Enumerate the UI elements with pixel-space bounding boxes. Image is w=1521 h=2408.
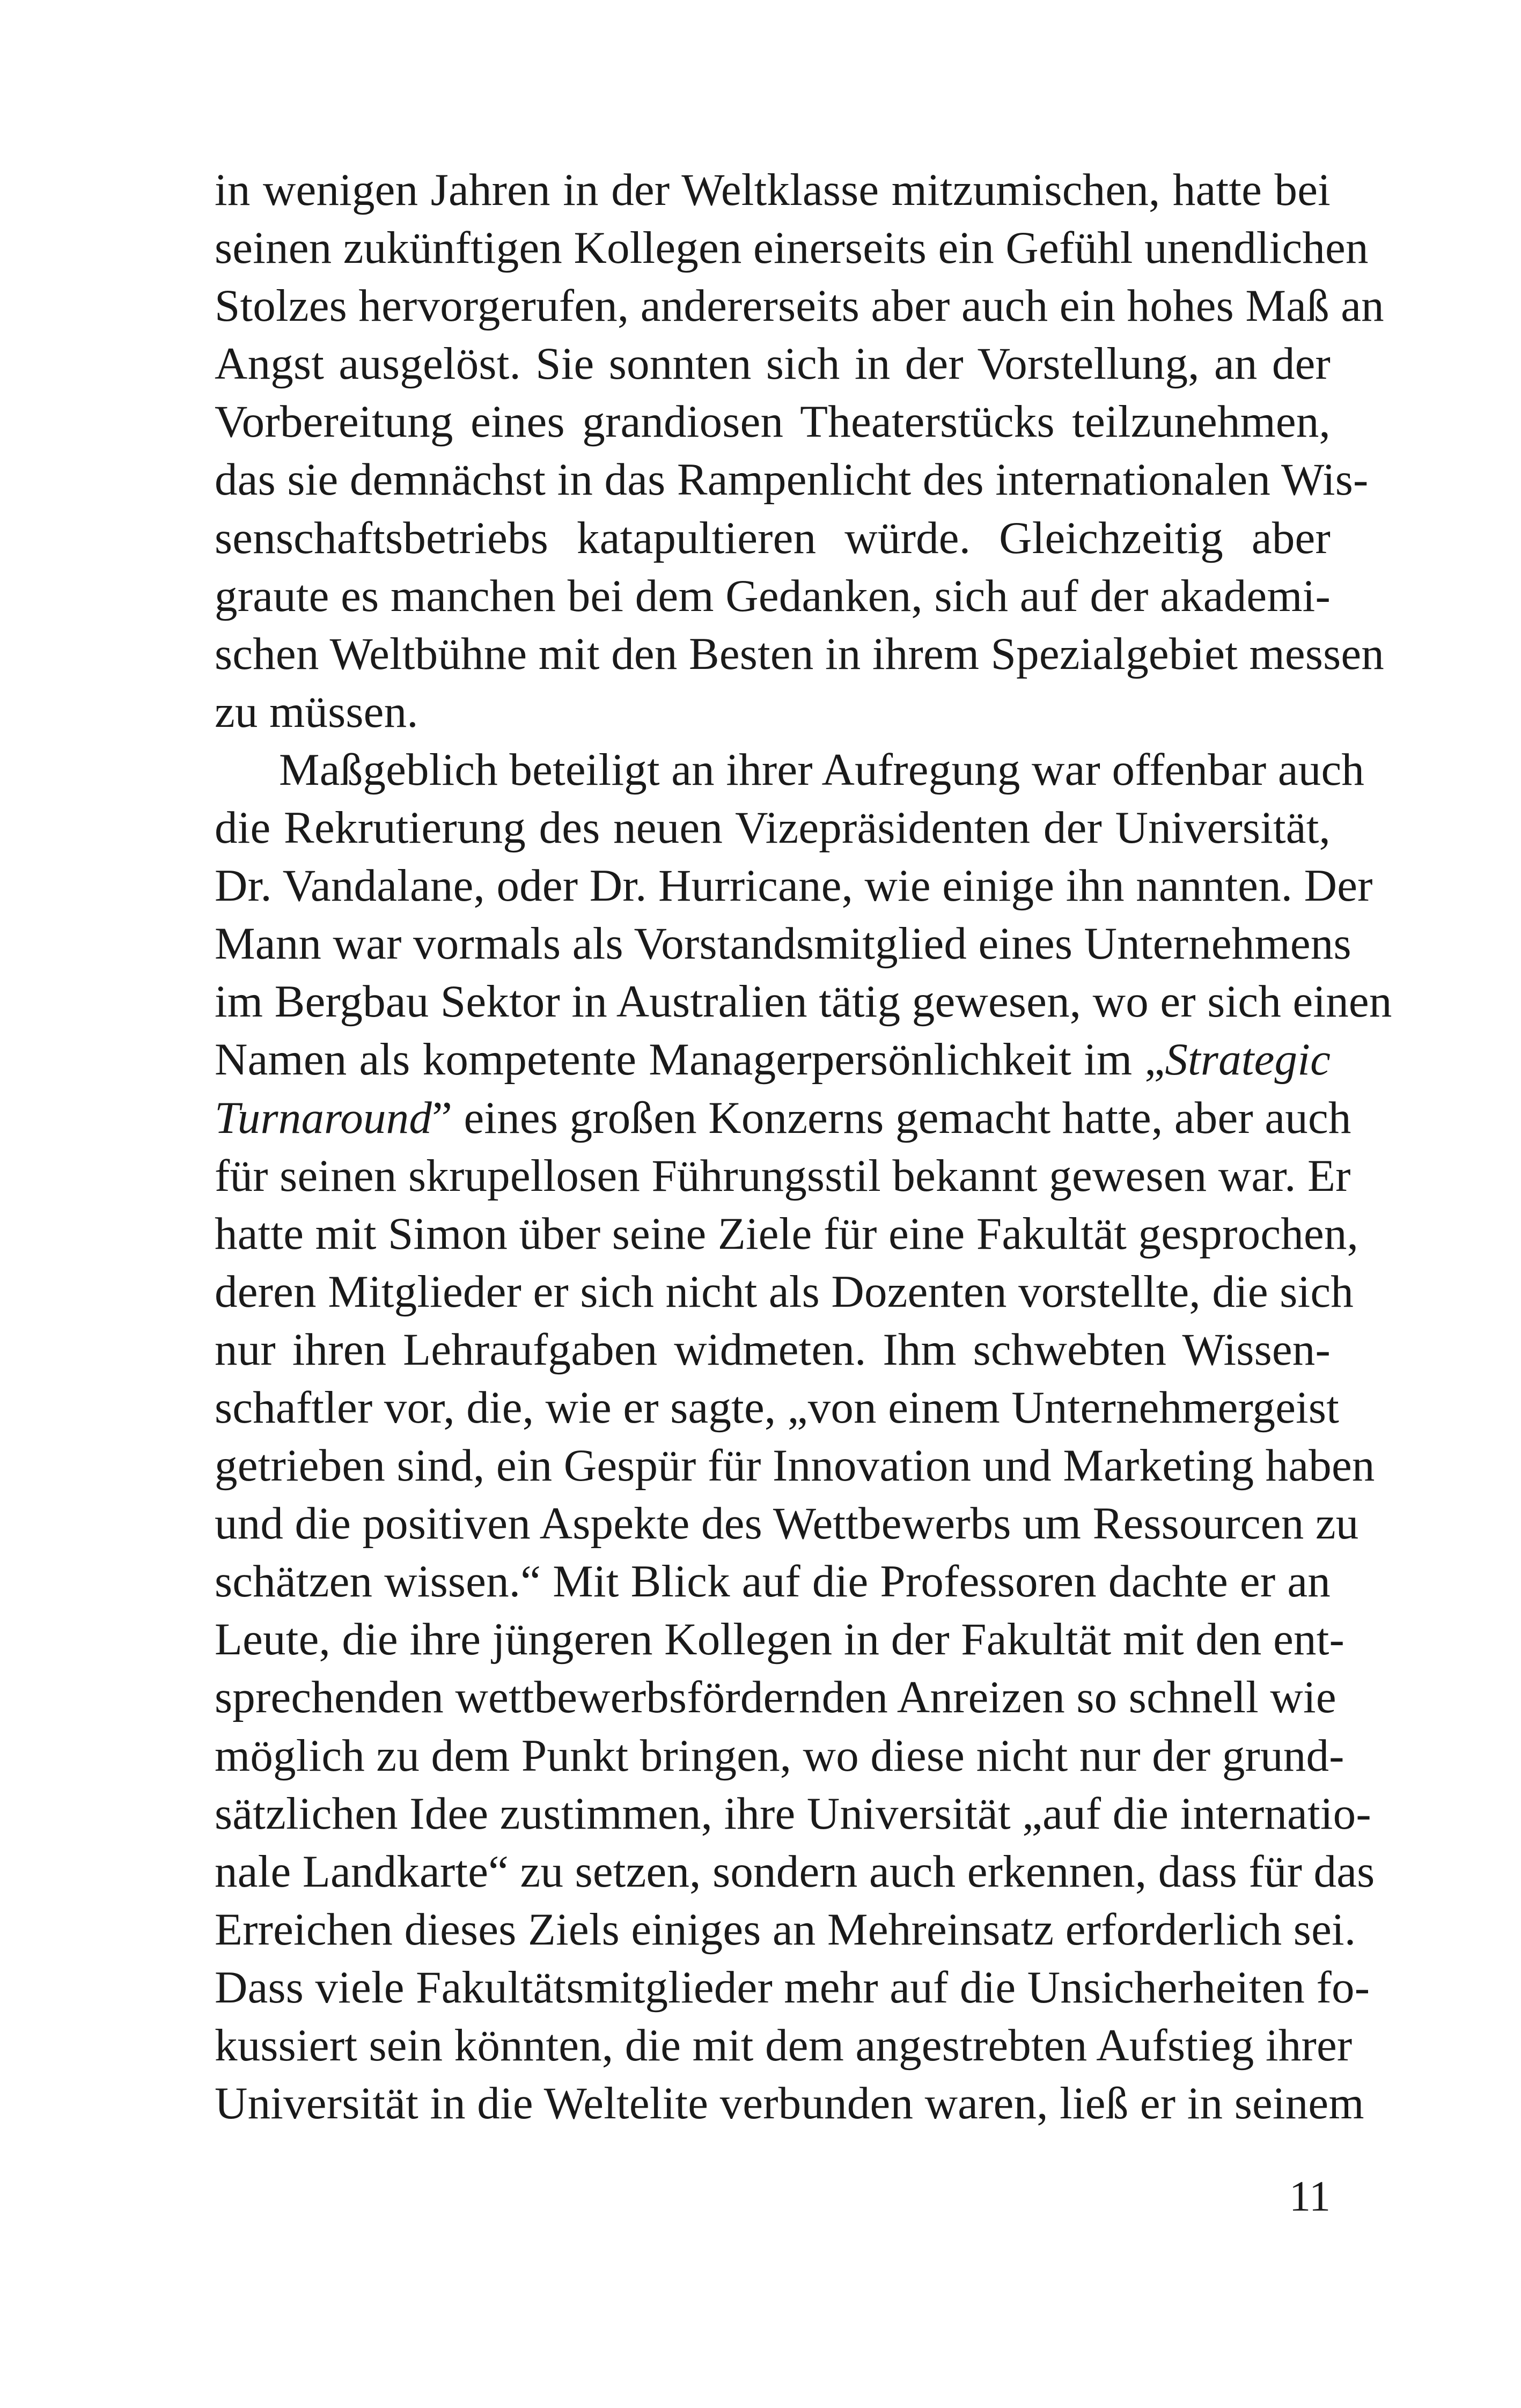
text-line: Vorbereitung eines grandiosen Theaterstücks teilzunehmen, bbox=[215, 396, 1331, 447]
text-line: senschaftsbetriebs katapultieren würde. Gleichzeitig aber bbox=[215, 512, 1331, 563]
text-line: schaftler vor, die, wie er sagte, „von einem Unternehmergeist bbox=[215, 1382, 1340, 1433]
text-line-mixed bbox=[215, 1030, 1331, 1088]
text-line: seinen zukünftigen Kollegen einerseits ein Gefühl unendlichen bbox=[215, 223, 1369, 274]
text-line: sprechenden wettbewerbsfördernden Anreizen so schnell wie bbox=[215, 1672, 1336, 1723]
text-run-italic: Strategic bbox=[1165, 1034, 1331, 1085]
text-run: Namen als kompetente Managerpersönlichkeit im „ bbox=[215, 1034, 1165, 1085]
text-line: Stolzes hervorgerufen, andererseits aber auch ein hohes Maß an bbox=[215, 281, 1384, 332]
text-line: möglich zu dem Punkt bringen, wo diese nicht nur der grund- bbox=[215, 1730, 1344, 1781]
text-line: getrieben sind, ein Gespür für Innovation und Marketing haben bbox=[215, 1440, 1375, 1491]
text-line: für seinen skrupellosen Führungsstil bekannt gewesen war. Er bbox=[215, 1150, 1351, 1201]
text-line: und die positiven Aspekte des Wettbewerbs um Ressourcen zu bbox=[215, 1498, 1359, 1549]
text-line: Leute, die ihre jüngeren Kollegen in der Fakultät mit den ent- bbox=[215, 1614, 1345, 1665]
page-number: 11 bbox=[1289, 2173, 1331, 2220]
body-text bbox=[215, 161, 1392, 2132]
text-line: zu müssen. bbox=[215, 686, 418, 737]
text-line: deren Mitglieder er sich nicht als Dozenten vorstellte, die sich bbox=[215, 1266, 1354, 1317]
paragraph-2 bbox=[215, 741, 1392, 2132]
text-line: im Bergbau Sektor in Australien tätig gewesen, wo er sich einen bbox=[215, 976, 1392, 1027]
text-run-italic: Turnaround bbox=[215, 1092, 432, 1143]
text-line: Maßgeblich beteiligt an ihrer Aufregung war offenbar auch bbox=[279, 744, 1365, 795]
text-line: graute es manchen bei dem Gedanken, sich auf der akademi- bbox=[215, 570, 1331, 621]
text-line: Dr. Vandalane, oder Dr. Hurricane, wie einige ihn nannten. Der bbox=[215, 860, 1373, 911]
paragraph-1 bbox=[215, 161, 1384, 741]
text-line: Dass viele Fakultätsmitglieder mehr auf die Unsicherheiten fo- bbox=[215, 1962, 1370, 2013]
text-line: Universität in die Weltelite verbunden waren, ließ er in seinem bbox=[215, 2078, 1364, 2129]
text-line: Erreichen dieses Ziels einiges an Mehreinsatz erforderlich sei. bbox=[215, 1904, 1356, 1955]
text-line: das sie demnächst in das Rampenlicht des internationalen Wis- bbox=[215, 454, 1369, 505]
text-line: nur ihren Lehraufgaben widmeten. Ihm schwebten Wissen- bbox=[215, 1324, 1331, 1375]
text-line: die Rekrutierung des neuen Vizepräsidenten der Universität, bbox=[215, 802, 1331, 853]
text-line: nale Landkarte“ zu setzen, sondern auch erkennen, dass für das bbox=[215, 1846, 1375, 1897]
text-line-mixed bbox=[215, 1089, 1351, 1147]
text-line: Mann war vormals als Vorstandsmitglied eines Unternehmens bbox=[215, 918, 1351, 969]
text-line: in wenigen Jahren in der Weltklasse mitzumischen, hatte bei bbox=[215, 165, 1331, 215]
text-run: ” eines großen Konzerns gemacht hatte, aber auch bbox=[432, 1092, 1351, 1143]
text-line: Angst ausgelöst. Sie sonnten sich in der Vorstellung, an der bbox=[215, 338, 1331, 389]
text-line: kussiert sein könnten, die mit dem angestrebten Aufstieg ihrer bbox=[215, 2020, 1353, 2071]
text-line: schätzen wissen.“ Mit Blick auf die Professoren dachte er an bbox=[215, 1556, 1331, 1607]
text-line: schen Weltbühne mit den Besten in ihrem Spezialgebiet messen bbox=[215, 628, 1384, 679]
text-line: sätzlichen Idee zustimmen, ihre Universität „auf die internatio- bbox=[215, 1788, 1371, 1839]
text-line: hatte mit Simon über seine Ziele für eine Fakultät gesprochen, bbox=[215, 1208, 1359, 1259]
